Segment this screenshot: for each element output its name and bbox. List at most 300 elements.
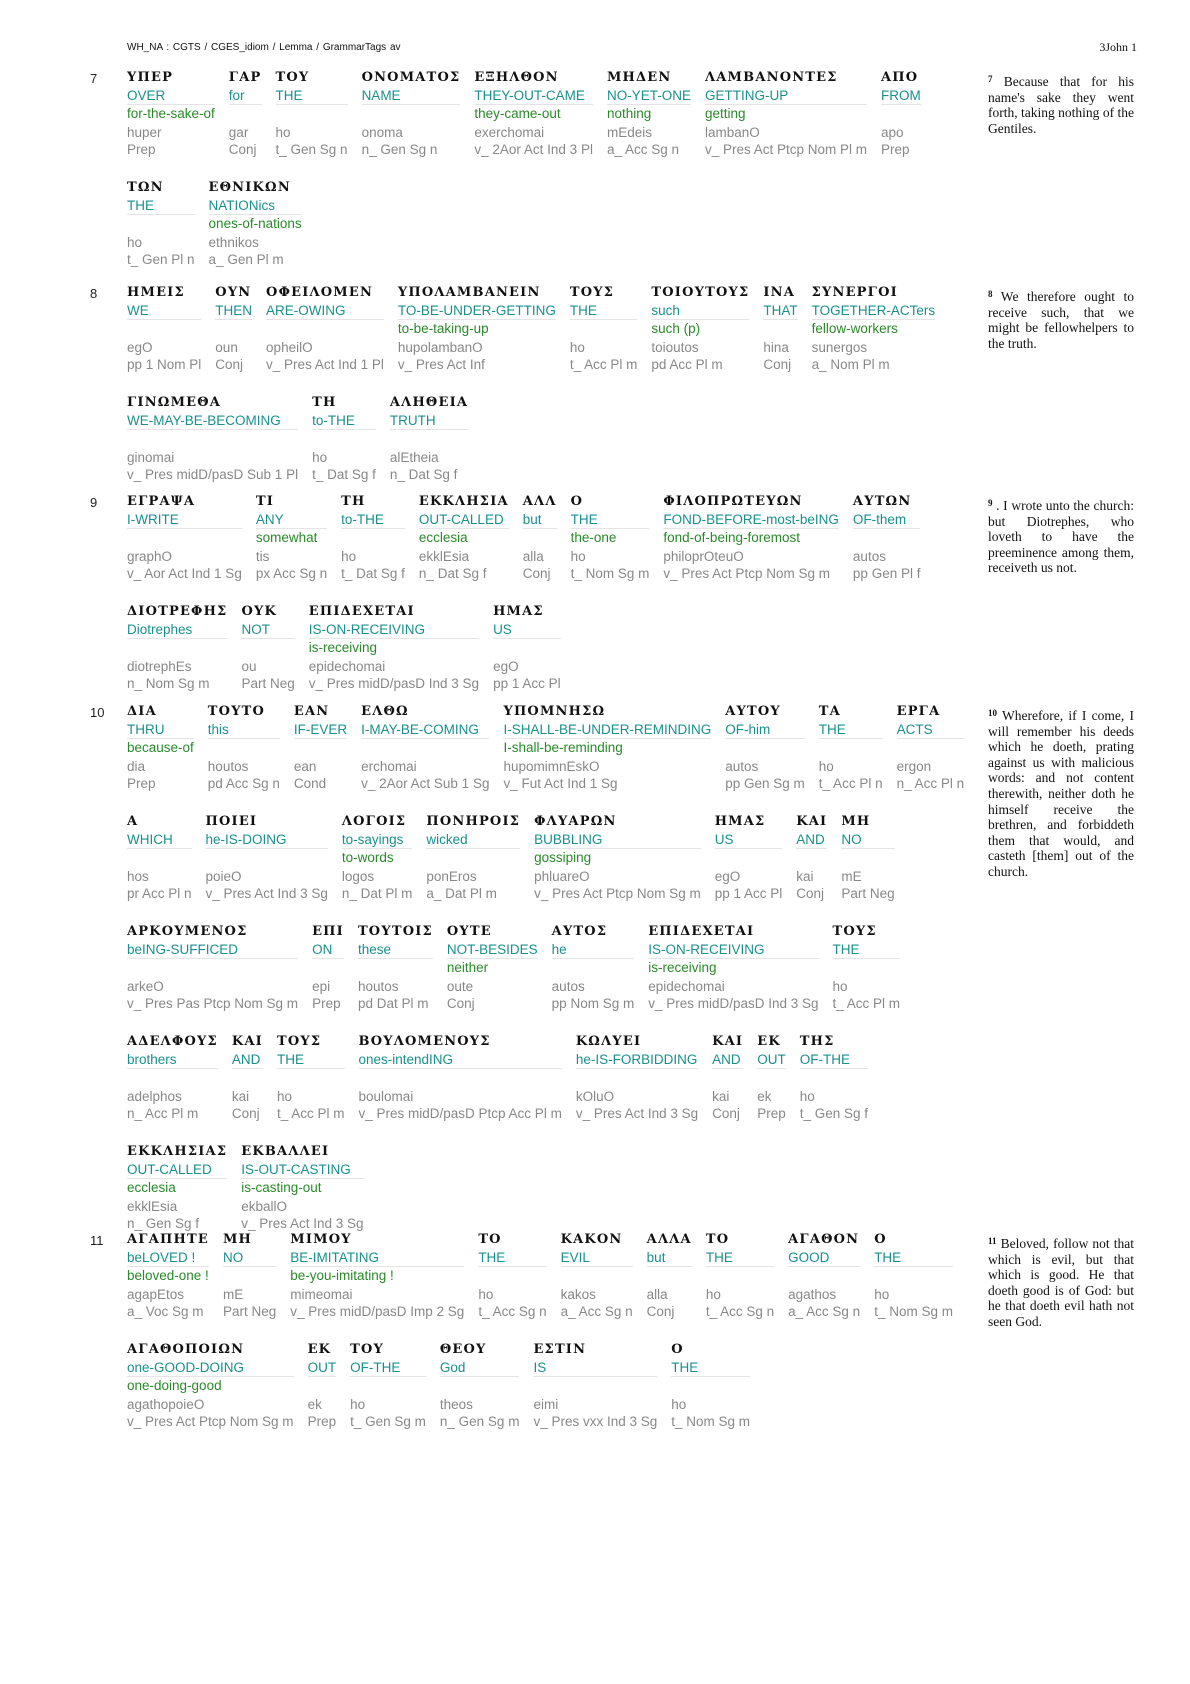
lemma: egO — [714, 869, 741, 884]
literal-gloss: AND — [796, 831, 827, 849]
grammar-tag: v_ Pres midD/pasD Ind 3 Sg — [648, 996, 819, 1011]
idiom-gloss — [308, 1377, 337, 1394]
interlinear-word — [206, 812, 328, 902]
greek-text: ΑΡΚΟΥΜΕΝΟΣ — [127, 924, 248, 939]
grammar-tag: pp 1 Nom Pl — [127, 357, 202, 372]
interlinear-word — [663, 492, 839, 582]
interlinear-word — [241, 1142, 363, 1232]
literal-gloss: GOOD — [788, 1249, 860, 1267]
greek-text: ΕΣΤΙΝ — [533, 1342, 587, 1357]
literal-gloss: THE — [819, 721, 883, 739]
idiom-gloss — [127, 320, 201, 337]
grammar-tag: n_ Acc Pl n — [896, 776, 965, 791]
grammar-tag: v_ Fut Act Ind 1 Sg — [503, 776, 618, 791]
idiom-gloss: ecclesia — [127, 1180, 176, 1195]
literal-gloss: THE — [276, 87, 348, 105]
greek-text: ΠΟΙΕΙ — [205, 814, 258, 829]
literal-gloss: OUT-CALLED — [127, 1161, 227, 1179]
greek-text: ΜΗ — [841, 814, 871, 829]
literal-gloss: THE — [571, 511, 650, 529]
greek-text: ΦΙΛΟΠΡΩΤΕΥΩΝ — [663, 494, 803, 509]
greek-text: ΕΠΙΔΕΧΕΤΑΙ — [308, 604, 415, 619]
lemma: ho — [832, 979, 848, 994]
idiom-gloss — [881, 105, 921, 122]
literal-gloss: NOT — [241, 621, 294, 639]
interlinear-word — [833, 922, 901, 1012]
interlinear-word — [426, 812, 520, 902]
grammar-tag: v_ Pres midD/pasD Ind 3 Sg — [308, 676, 480, 691]
greek-text: Ο — [874, 1232, 887, 1247]
idiom-gloss — [215, 320, 252, 337]
interlinear-word — [763, 283, 797, 373]
literal-gloss: OF-him — [725, 721, 805, 739]
interlinear-word — [398, 283, 556, 373]
idiom-gloss — [127, 215, 195, 232]
lemma: ho — [818, 759, 834, 774]
greek-text: ΕΠΙ — [312, 924, 344, 939]
interlinear-word — [571, 492, 650, 582]
interlinear-word — [359, 1032, 562, 1122]
greek-text: ΚΑΙ — [231, 1034, 263, 1049]
interlinear-word — [715, 812, 783, 902]
idiom-gloss: somewhat — [255, 530, 318, 545]
greek-text: ΕΑΝ — [293, 704, 330, 719]
interlinear-word — [447, 922, 538, 1012]
idiom-gloss: for-the-sake-of — [127, 106, 215, 121]
lemma: kakos — [560, 1287, 596, 1302]
interlinear-word — [712, 1032, 743, 1122]
literal-gloss: to-sayings — [342, 831, 413, 849]
word-list — [127, 492, 972, 692]
grammar-tag: a_ Acc Sg n — [788, 1304, 861, 1319]
grammar-tag: pp 1 Acc Pl — [493, 676, 561, 691]
idiom-gloss — [561, 1267, 633, 1284]
lemma: graphO — [127, 549, 173, 564]
idiom-gloss — [796, 849, 827, 866]
lemma: ho — [799, 1089, 815, 1104]
literal-gloss: NO — [841, 831, 894, 849]
grammar-tag: n_ Nom Sg m — [127, 676, 210, 691]
idiom-gloss: fellow-workers — [811, 321, 898, 336]
grammar-tag: v_ Pres Act Ind 3 Sg — [205, 886, 328, 901]
lemma: ek — [307, 1397, 322, 1412]
greek-text: ΚΩΛΥΕΙ — [575, 1034, 642, 1049]
grammar-tag: t_ Gen Sg m — [350, 1414, 426, 1429]
lemma: egO — [493, 659, 519, 674]
interlinear-word — [127, 812, 192, 902]
literal-gloss: one-GOOD-DOING — [127, 1359, 294, 1377]
idiom-gloss — [361, 739, 489, 756]
lemma: hupolambanO — [397, 340, 483, 355]
idiom-gloss: fond-of-being-foremost — [663, 530, 800, 545]
grammar-tag: v_ Pres Act Ptcp Nom Sg m — [534, 886, 701, 901]
greek-text: ΕΚΚΛΗΣΙΑ — [418, 494, 509, 509]
grammar-tag: pd Dat Pl m — [357, 996, 429, 1011]
lemma: opheilO — [266, 340, 313, 355]
lemma: agathos — [788, 1287, 837, 1302]
grammar-tag: t_ Nom Sg m — [874, 1304, 953, 1319]
greek-text: ΑΛΗΘΕΙΑ — [389, 395, 469, 410]
greek-text: ΜΙΜΟΥ — [290, 1232, 352, 1247]
literal-gloss: THE — [671, 1359, 750, 1377]
interlinear-word — [277, 1032, 345, 1122]
lemma: autos — [725, 759, 759, 774]
lemma: exerchomai — [474, 125, 545, 140]
idiom-gloss: beloved-one ! — [127, 1268, 209, 1283]
idiom-gloss: ones-of-nations — [208, 216, 302, 231]
interlinear-word — [215, 283, 252, 373]
lemma: tis — [255, 549, 270, 564]
greek-text: ΑΛΛΑ — [646, 1232, 692, 1247]
greek-text: ΟΥΚ — [241, 604, 277, 619]
idiom-gloss: to-be-taking-up — [397, 321, 489, 336]
greek-text: ΗΜΑΣ — [493, 604, 544, 619]
literal-gloss: THEY-OUT-CAME — [474, 87, 593, 105]
lemma: ho — [874, 1287, 890, 1302]
idiom-gloss: I-shall-be-reminding — [503, 740, 623, 755]
kjv-verse-number: 9 — [988, 498, 993, 508]
lemma: ekklEsia — [418, 549, 470, 564]
kjv-translation: $^8$ We therefore ought to receive such, that we might be fellowhelpers to the truth. — [988, 289, 1134, 351]
idiom-gloss — [426, 849, 520, 866]
grammar-tag: Conj — [763, 357, 792, 372]
idiom-gloss — [127, 639, 227, 656]
idiom-gloss: such (p) — [651, 321, 701, 336]
grammar-tag: v_ 2Aor Act Sub 1 Sg — [361, 776, 490, 791]
lemma: oun — [215, 340, 238, 355]
interlinear-word — [312, 393, 376, 483]
idiom-gloss — [647, 1267, 692, 1284]
lemma: sunergos — [811, 340, 868, 355]
lemma: agathopoieO — [127, 1397, 205, 1412]
literal-gloss: WE-MAY-BE-BECOMING — [127, 412, 298, 430]
lemma: agapEtos — [127, 1287, 185, 1302]
greek-text: ΓΑΡ — [228, 70, 262, 85]
greek-text: ΤΩΝ — [127, 180, 164, 195]
grammar-tag: pd Acc Pl m — [651, 357, 723, 372]
greek-text: ΗΜΑΣ — [714, 814, 766, 829]
interlinear-word — [276, 68, 348, 158]
lemma: lambanO — [704, 125, 760, 140]
greek-text: ΑΥΤΟΣ — [551, 924, 608, 939]
idiom-gloss — [229, 105, 262, 122]
lemma: hupomimnEskO — [503, 759, 600, 774]
interlinear-word — [127, 1230, 209, 1320]
interlinear-word — [308, 1340, 337, 1430]
grammar-tag: Prep — [881, 142, 910, 157]
greek-text: ΛΟΓΟΙΣ — [341, 814, 407, 829]
grammar-tag: Cond — [293, 776, 327, 791]
grammar-tag: t_ Acc Pl m — [832, 996, 901, 1011]
idiom-gloss — [127, 1069, 218, 1086]
idiom-gloss — [359, 1069, 562, 1086]
idiom-gloss — [208, 739, 280, 756]
literal-gloss: NO-YET-ONE — [606, 88, 691, 103]
interlinear-word — [127, 702, 194, 792]
greek-text: ΑΥΤΩΝ — [852, 494, 912, 509]
idiom-gloss — [833, 959, 901, 976]
interlinear-word — [294, 702, 347, 792]
literal-gloss: FOND-BEFORE-most-beING — [663, 512, 839, 527]
lemma: ho — [478, 1287, 494, 1302]
lemma: oute — [446, 979, 474, 994]
lemma: ergon — [896, 759, 932, 774]
grammar-tag: v_ 2Aor Act Ind 3 Pl — [474, 142, 593, 157]
literal-gloss: THE — [706, 1249, 774, 1267]
literal-gloss: ones-intendING — [359, 1051, 562, 1069]
literal-gloss: THAT — [763, 303, 798, 318]
literal-gloss: NATIONics — [209, 197, 302, 215]
idiom-gloss — [576, 1069, 698, 1086]
lemma: toioutos — [651, 340, 699, 355]
grammar-tag: v_ Pres midD/pasD Sub 1 Pl — [127, 467, 299, 482]
literal-gloss: THE — [570, 302, 638, 320]
interlinear-word — [342, 812, 413, 902]
greek-text: ΕΛΘΩ — [361, 704, 409, 719]
lemma: diotrephEs — [127, 659, 192, 674]
interlinear-word — [256, 492, 327, 582]
grammar-tag: t_ Nom Sg m — [671, 1414, 751, 1429]
greek-text: ΓΙΝΩΜΕΘΑ — [127, 395, 222, 410]
kjv-translation: $^{10}$ Wherefore, if I come, I will remember his deeds which he doeth, prating against us with malicious words: and not content therewith, neither doth he himself receive the brethren, and forbiddeth them that would, and casteth [them] out of the church. — [988, 708, 1134, 879]
interlinear-word — [503, 702, 711, 792]
grammar-tag: n_ Dat Sg f — [389, 467, 458, 482]
grammar-tag: Prep — [127, 776, 156, 791]
greek-text: ΗΜΕΙΣ — [127, 285, 185, 300]
grammar-tag: Conj — [446, 996, 475, 1011]
interlinear-word — [358, 922, 433, 1012]
idiom-gloss: is-receiving — [648, 960, 717, 975]
idiom-gloss — [819, 739, 883, 756]
literal-gloss: OUT — [307, 1360, 337, 1375]
grammar-tag: Conj — [215, 357, 244, 372]
idiom-gloss — [552, 959, 635, 976]
lemma: epidechomai — [648, 979, 725, 994]
lemma: kai — [231, 1089, 250, 1104]
greek-text: ΟΥΤΕ — [446, 924, 492, 939]
literal-gloss: for — [229, 87, 262, 105]
literal-gloss: God — [440, 1359, 520, 1377]
lemma: ho — [312, 450, 328, 465]
grammar-tag: t_ Nom Sg m — [570, 566, 650, 581]
lemma: ho — [570, 549, 586, 564]
greek-text: ΤΗ — [312, 395, 337, 410]
interlinear-word — [705, 68, 867, 158]
interlinear-word — [570, 283, 638, 373]
interlinear-word — [341, 492, 405, 582]
literal-gloss: OUT-CALLED — [419, 511, 509, 529]
greek-text: ΑΥΤΟΥ — [725, 704, 781, 719]
lemma: mEdeis — [606, 125, 652, 140]
lemma: philoprOteuO — [663, 549, 744, 564]
grammar-tag: t_ Gen Sg f — [799, 1106, 869, 1121]
lemma: theos — [439, 1397, 473, 1412]
page-header-left: WH_NA : CGTS / CGES_idiom / Lemma / GrammarTags av — [127, 42, 401, 53]
interlinear-word — [881, 68, 921, 158]
idiom-gloss: be-you-imitating ! — [290, 1268, 394, 1283]
interlinear-word — [223, 1230, 276, 1320]
grammar-tag: pp 1 Acc Pl — [714, 886, 783, 901]
interlinear-word — [523, 492, 557, 582]
idiom-gloss — [493, 639, 561, 656]
word-list — [127, 68, 972, 268]
literal-gloss: THE — [127, 197, 195, 215]
idiom-gloss — [671, 1377, 750, 1394]
lemma: boulomai — [358, 1089, 414, 1104]
literal-gloss: OF-them — [853, 511, 921, 529]
grammar-tag: Conj — [522, 566, 551, 581]
literal-gloss: THE — [277, 1051, 345, 1069]
literal-gloss: TRUTH — [390, 412, 468, 430]
interlinear-word — [440, 1340, 520, 1430]
interlinear-word — [493, 602, 561, 692]
idiom-gloss — [127, 430, 298, 447]
literal-gloss: TO-BE-UNDER-GETTING — [397, 303, 556, 318]
interlinear-word — [788, 1230, 860, 1320]
greek-text: ΤΟΥ — [275, 70, 310, 85]
grammar-tag: Prep — [312, 996, 341, 1011]
grammar-tag: v_ Pres midD/pasD Imp 2 Sg — [290, 1304, 465, 1319]
literal-gloss: ACTS — [897, 721, 965, 739]
lemma: ho — [705, 1287, 721, 1302]
grammar-tag: n_ Acc Pl m — [127, 1106, 199, 1121]
interlinear-word — [478, 1230, 546, 1320]
interlinear-word — [241, 602, 294, 692]
literal-gloss: NOT-BESIDES — [446, 942, 538, 957]
grammar-tag: v_ Pres Act Ptcp Nom Sg m — [663, 566, 830, 581]
idiom-gloss — [706, 1267, 774, 1284]
interlinear-word — [127, 1032, 218, 1122]
idiom-gloss — [312, 959, 344, 976]
verse-number: 8 — [90, 286, 98, 301]
literal-gloss: IF-EVER — [293, 722, 348, 737]
greek-text: ΑΓΑΠΗΤΕ — [127, 1232, 209, 1247]
lemma: mE — [841, 869, 862, 884]
idiom-gloss — [440, 1377, 520, 1394]
lemma: hos — [127, 869, 149, 884]
interlinear-word — [127, 602, 227, 692]
interlinear-word — [647, 1230, 692, 1320]
grammar-tag: t_ Dat Sg f — [341, 566, 405, 581]
idiom-gloss — [523, 529, 557, 546]
idiom-gloss — [715, 849, 783, 866]
grammar-tag: v_ Pres Act Ptcp Nom Pl m — [704, 142, 868, 157]
lemma: phluareO — [534, 869, 590, 884]
lemma: ek — [757, 1089, 772, 1104]
greek-text: ΠΟΝΗΡΟΙΣ — [426, 814, 521, 829]
literal-gloss: this — [208, 721, 280, 739]
grammar-tag: Conj — [646, 1304, 675, 1319]
literal-gloss: IS-ON-RECEIVING — [309, 621, 479, 639]
kjv-translation: $^7$ Because that for his name's sake they went forth, taking nothing of the Gentiles. — [988, 74, 1134, 136]
greek-text: ΤΑ — [818, 704, 841, 719]
interlinear-word — [607, 68, 691, 158]
greek-text: ΙΝΑ — [763, 285, 796, 300]
interlinear-word — [361, 702, 489, 792]
idiom-gloss: ecclesia — [418, 530, 468, 545]
idiom-gloss — [800, 1069, 868, 1086]
idiom-gloss: one-doing-good — [127, 1378, 222, 1393]
interlinear-word — [561, 1230, 633, 1320]
lemma: alla — [522, 549, 544, 564]
page-header-reference: 3John 1 — [1099, 40, 1137, 54]
literal-gloss: OVER — [127, 87, 215, 105]
interlinear-word — [874, 1230, 953, 1320]
idiom-gloss: is-receiving — [308, 640, 378, 655]
interlinear-word — [648, 922, 818, 1012]
idiom-gloss — [294, 739, 347, 756]
lemma: erchomai — [361, 759, 417, 774]
greek-text: ΤΙ — [255, 494, 274, 509]
lemma: ho — [569, 340, 585, 355]
greek-text: ΕΚΚΛΗΣΙΑΣ — [127, 1144, 228, 1159]
interlinear-word — [706, 1230, 774, 1320]
interlinear-word — [800, 1032, 868, 1122]
interlinear-word — [474, 68, 593, 158]
interlinear-word — [127, 922, 298, 1012]
interlinear-word — [290, 1230, 464, 1320]
idiom-gloss: because-of — [127, 740, 194, 755]
interlinear-word — [127, 1340, 294, 1430]
lemma: kai — [796, 869, 814, 884]
lemma: ekballO — [241, 1199, 288, 1214]
literal-gloss: NAME — [362, 87, 461, 105]
greek-text: ΣΥΝΕΡΓΟΙ — [811, 285, 898, 300]
lemma: houtos — [207, 759, 249, 774]
greek-text: ΕΚΒΑΛΛΕΙ — [241, 1144, 330, 1159]
literal-gloss: US — [715, 831, 783, 849]
literal-gloss: brothers — [127, 1051, 218, 1069]
literal-gloss: such — [651, 302, 749, 320]
word-list — [127, 702, 972, 1232]
greek-text: ΜΗ — [222, 1232, 253, 1247]
interlinear-word — [127, 393, 298, 483]
lemma: kai — [712, 1089, 730, 1104]
interlinear-word — [419, 492, 509, 582]
grammar-tag: Part Neg — [222, 1304, 277, 1319]
interlinear-word — [127, 1142, 227, 1232]
grammar-tag: a_ Acc Sg n — [560, 1304, 633, 1319]
literal-gloss: to-THE — [312, 412, 376, 430]
grammar-tag: px Acc Sg n — [255, 566, 328, 581]
lemma: mE — [222, 1287, 244, 1302]
interlinear-word — [266, 283, 384, 373]
idiom-gloss: to-words — [341, 850, 394, 865]
word-list — [127, 1230, 972, 1430]
idiom-gloss — [763, 320, 797, 337]
greek-text: ΑΓΑΘΟΝ — [788, 1232, 860, 1247]
lemma: alla — [646, 1287, 668, 1302]
greek-text: ΤΟΙΟΥΤΟΥΣ — [651, 285, 750, 300]
grammar-tag: n_ Dat Pl m — [341, 886, 413, 901]
literal-gloss: THRU — [127, 721, 194, 739]
lemma: ho — [275, 125, 291, 140]
literal-gloss: THE — [478, 1249, 546, 1267]
lemma: egO — [127, 340, 153, 355]
literal-gloss: beLOVED ! — [127, 1249, 209, 1267]
greek-text: ΕΚ — [757, 1034, 781, 1049]
grammar-tag: Prep — [307, 1414, 337, 1429]
lemma: houtos — [357, 979, 399, 994]
literal-gloss: but — [523, 511, 557, 529]
greek-text: ΤΟΥΤΟ — [207, 704, 266, 719]
literal-gloss: AND — [232, 1051, 263, 1069]
word-list — [127, 283, 972, 483]
verse-number: 9 — [90, 495, 98, 510]
greek-text: ΒΟΥΛΟΜΕΝΟΥΣ — [358, 1034, 491, 1049]
greek-text: ΔΙΟΤΡΕΦΗΣ — [127, 604, 228, 619]
greek-text: ΤΟΥΣ — [569, 285, 615, 300]
